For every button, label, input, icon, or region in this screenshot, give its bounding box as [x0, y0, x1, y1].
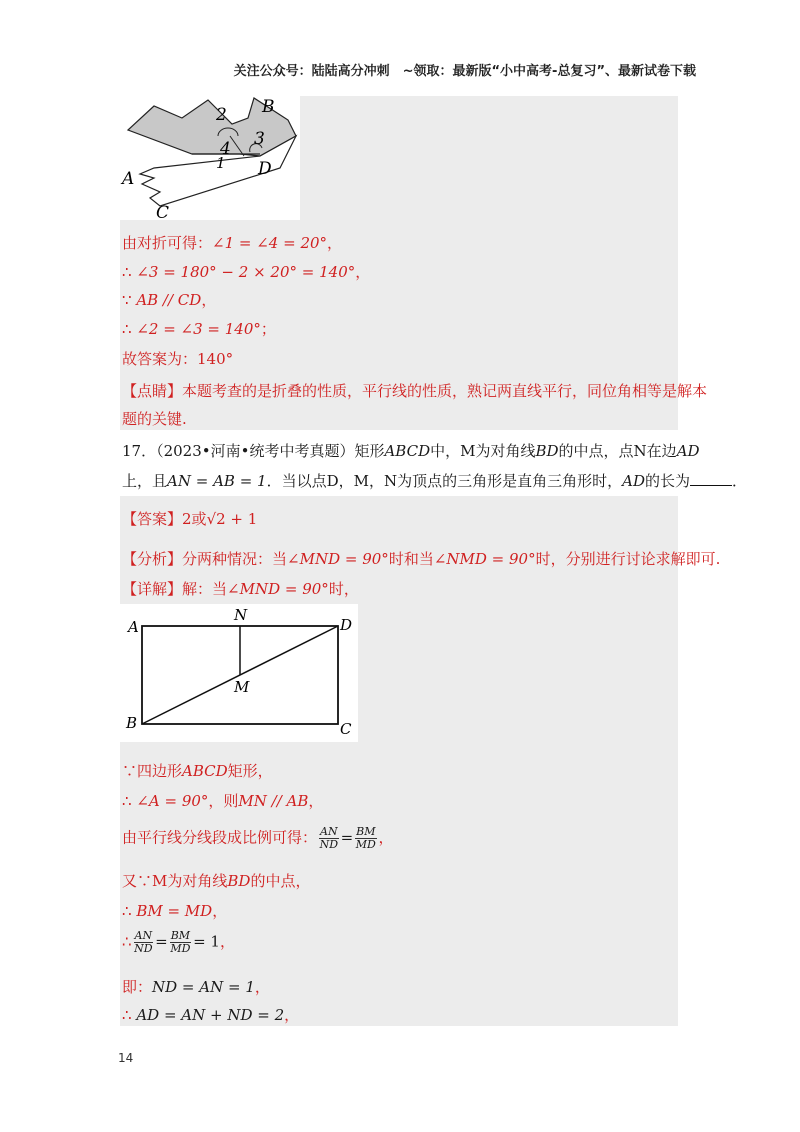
fig2-label-C: C — [340, 720, 352, 738]
fraction-BM-MD-2: $\frac{BM}{MD}$ — [170, 929, 191, 955]
fold-figure — [120, 96, 300, 220]
step-5: ∴ BM = MD， — [122, 902, 228, 920]
step-6: ∴ $\frac{AN}{ND}$ = $\frac{BM}{MD}$ = 1， — [122, 929, 235, 955]
sol16-line4: ∴ ∠2 = ∠3 = 140°； — [122, 320, 276, 338]
problem17-line2: 上，且AN = AB = 1．当以点D，M，N为顶点的三角形是直角三角形时，AD的长为 ． — [122, 472, 747, 490]
fig2-label-N: N — [234, 606, 248, 624]
step-7: 即：ND = AN = 1， — [122, 978, 270, 996]
fig1-label-B: B — [262, 97, 275, 117]
fig2-label-A: A — [128, 618, 139, 636]
fig1-label-4: 4 — [220, 139, 231, 159]
sol16-line1: 由对折可得：∠1 = ∠4 = 20°， — [122, 234, 343, 252]
rectangle-figure — [120, 604, 358, 742]
fraction-BM-MD: $\frac{BM}{MD}$ — [355, 825, 376, 851]
fig1-label-1: 1 — [216, 154, 226, 172]
step-3: 由平行线分线段成比例可得： $\frac{AN}{ND}$ = $\frac{BM}{MD}$ ， — [122, 825, 394, 851]
answer17-line: 【答案】2或√2 + 1 — [122, 510, 258, 528]
sol16-comment-2: 题的关键. — [122, 410, 187, 428]
answer-blank — [690, 471, 732, 486]
sol16-comment-1: 【点睛】本题考查的是折叠的性质，平行线的性质，熟记两直线平行，同位角相等是解本 — [122, 382, 708, 400]
step-2: ∴ ∠A = 90°，则MN // AB， — [122, 792, 324, 810]
problem17-line1: 17．（2023•河南•统考中考真题）矩形ABCD中，M为对角线BD的中点，点N在边AD — [122, 442, 700, 460]
sol16-line3: ∵ AB // CD， — [122, 291, 217, 309]
fig1-label-2: 2 — [216, 105, 227, 125]
fraction-AN-ND: $\frac{AN}{ND}$ — [319, 825, 339, 851]
sol16-answer-line: 故答案为：140° — [122, 350, 234, 368]
fig1-label-3: 3 — [254, 129, 265, 149]
fig1-label-C: C — [156, 203, 170, 220]
page-number: 14 — [118, 1051, 134, 1065]
detail17-line: 【详解】解：当∠MND = 90°时， — [122, 580, 359, 598]
step-1: ∵四边形ABCD矩形， — [122, 762, 273, 780]
fraction-AN-ND-2: $\frac{AN}{ND}$ — [134, 929, 153, 955]
fig1-label-D: D — [258, 159, 272, 179]
fig2-label-M: M — [234, 678, 250, 696]
analysis17-line: 【分析】分两种情况：当∠MND = 90°时和当∠NMD = 90°时，分别进行讨论求解即可. — [122, 550, 721, 568]
fig1-label-A: A — [122, 169, 135, 189]
step-4: 又∵M为对角线BD的中点， — [122, 872, 311, 890]
page-header: 关注公众号：陆陆高分冲刺 ~领取：最新版“小中高考-总复习”、最新试卷下载 — [233, 64, 696, 79]
fig2-label-D: D — [340, 616, 353, 634]
fig2-label-B: B — [126, 714, 138, 732]
step-8: ∴ AD = AN + ND = 2， — [122, 1006, 300, 1024]
sol16-line2: ∴ ∠3 = 180° − 2 × 20° = 140°， — [122, 263, 371, 281]
